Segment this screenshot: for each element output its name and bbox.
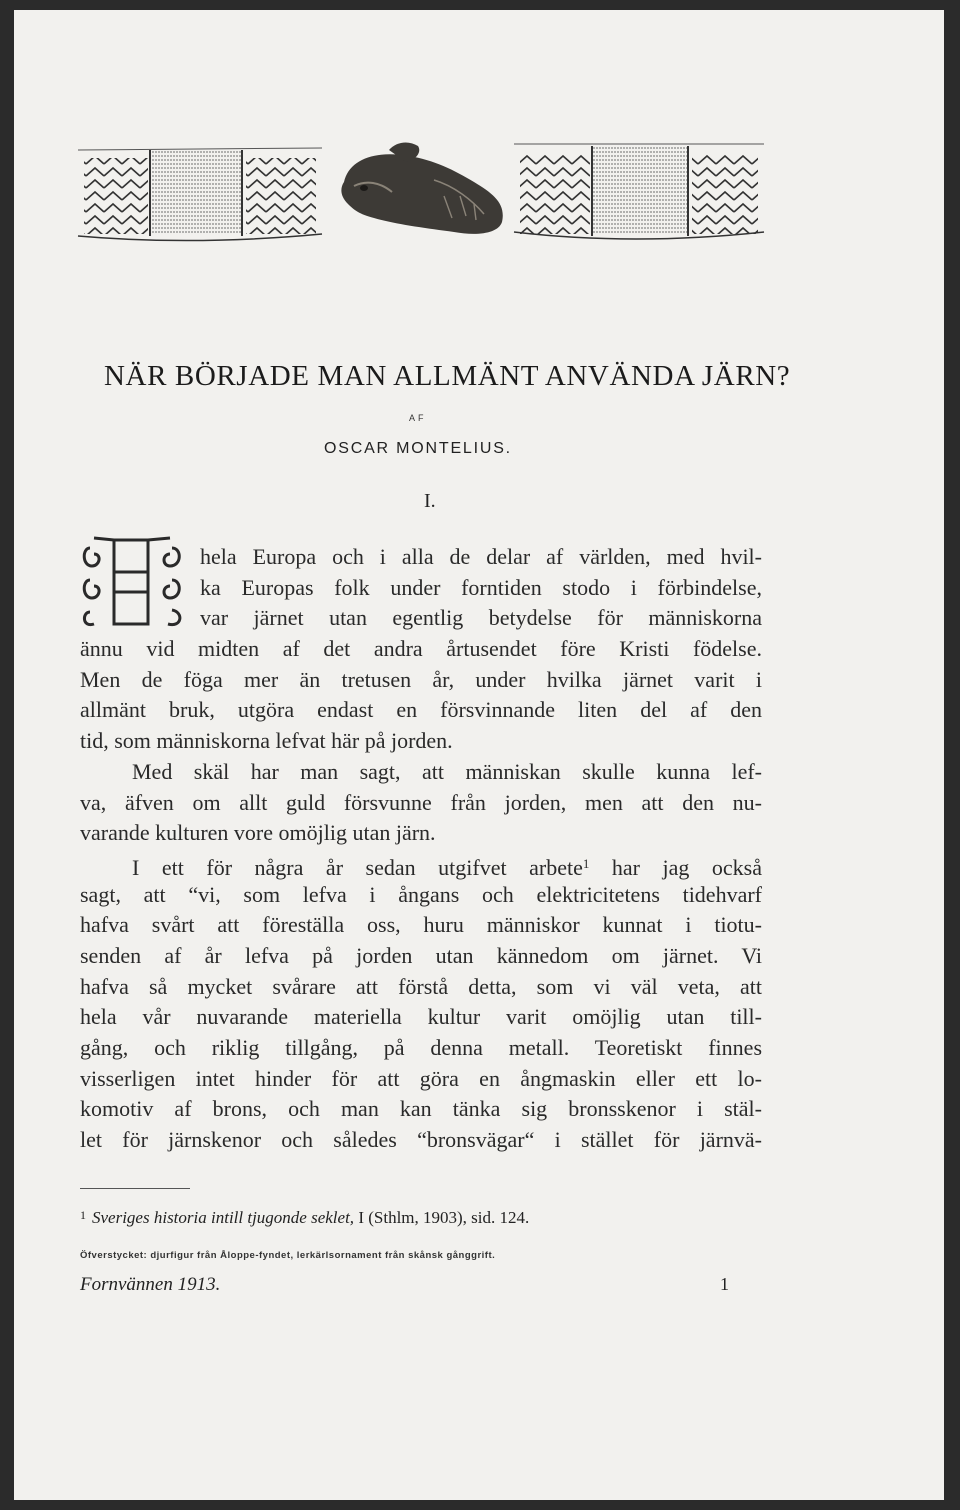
section-number: I. [424,490,436,512]
body-line-tail: har jag också [589,854,762,880]
article-body [80,542,762,1156]
left-pottery-ornament [78,148,322,241]
body-line [80,788,762,819]
body-line-text: gång, och riklig tillgång, på denna metall. Teoretiskt finnes [80,1035,762,1060]
body-line-text: varande kulturen vore omöjlig utan järn. [80,820,436,846]
footnote-rule [80,1188,190,1189]
body-line [80,573,762,604]
byline-prefix: AF [409,413,427,423]
body-line-text: senden af år lefva på jorden utan kännedom om järnet. Vi [80,942,762,968]
body-line-text: hafva så mycket svårare att förstå detta, som vi väl veta, att [80,973,762,999]
body-line-text: I ett för några år sedan utgifvet arbete [132,854,583,880]
body-line-text: va, äfven om allt guld försvunne från jorden, men att den nu- [80,789,762,815]
footnote [80,1208,770,1228]
body-line [80,941,762,972]
body-line-text: var järnet utan egentlig betydelse för människorna [200,605,762,631]
body-line-text: Med skäl har man sagt, att människan skulle kunna lef- [132,758,762,784]
body-line-text: komotiv af brons, och man kan tänka sig bronsskenor i stäl- [80,1096,762,1122]
journal-name: Fornvännen 1913. [80,1274,221,1295]
body-line-text: sagt, att “vi, som lefva i ångans och elektricitetens tidehvarf [80,881,762,907]
body-line-text: ka Europas folk under forntiden stodo i förbindelse, [200,574,762,600]
right-pottery-ornament [514,142,764,239]
footnote-reference: 1 [582,855,590,871]
footnote-marker: 1 [80,1208,86,1222]
body-line [80,818,762,849]
body-line-text: let för järnskenor och således “bronsvägar“ i stället för järnvä- [80,1127,762,1153]
body-line [80,695,762,726]
body-line-text: hela vår nuvarande materiella kultur varit omöjlig utan till- [80,1004,762,1030]
body-line [80,603,762,634]
footnote-italic: Sveriges historia intill tjugonde seklet, [92,1208,355,1227]
body-line [80,1064,762,1095]
body-line [80,972,762,1003]
article-title: NÄR BÖRJADE MAN ALLMÄNT ANVÄNDA JÄRN? [104,360,791,392]
body-line [80,849,762,880]
body-line-text: allmänt bruk, utgöra endast en försvinnande liten del af den [80,697,762,723]
body-line [80,910,762,941]
image-caption: Öfverstycket: djurfigur från Åloppe-fyndet, lerkärlsornament från skånsk gånggrift. [80,1250,496,1261]
body-line [80,665,762,696]
body-line [80,880,762,911]
footnote-plain: I (Sthlm, 1903), sid. 124. [354,1208,530,1227]
page-number: 1 [720,1274,729,1294]
header-ornament [14,10,944,270]
body-line [80,1094,762,1125]
body-line [80,542,762,573]
body-line-text: hafva svårt att föreställa oss, huru människor kunnat i tiotu- [80,912,762,938]
body-line [80,634,762,665]
body-line-text: tid, som människorna lefvat här på jorden. [80,728,453,754]
body-line [80,1125,762,1156]
author-name: OSCAR MONTELIUS. [324,440,512,457]
body-line [80,726,762,757]
body-line-text: Men de föga mer än tretusen år, under hvilka järnet varit i [80,666,762,692]
body-line [80,1033,762,1064]
body-line [80,1002,762,1033]
animal-figure-ornament [341,143,502,234]
body-line-text: ännu vid midten af det andra årtusendet före Kristi födelse. [80,636,762,662]
page [14,10,944,1500]
body-line-text: hela Europa och i alla de delar af världen, med hvil- [200,544,762,569]
body-line-text: visserligen intet hinder för att göra en ångmaskin eller ett lo- [80,1065,762,1091]
body-line [80,757,762,788]
